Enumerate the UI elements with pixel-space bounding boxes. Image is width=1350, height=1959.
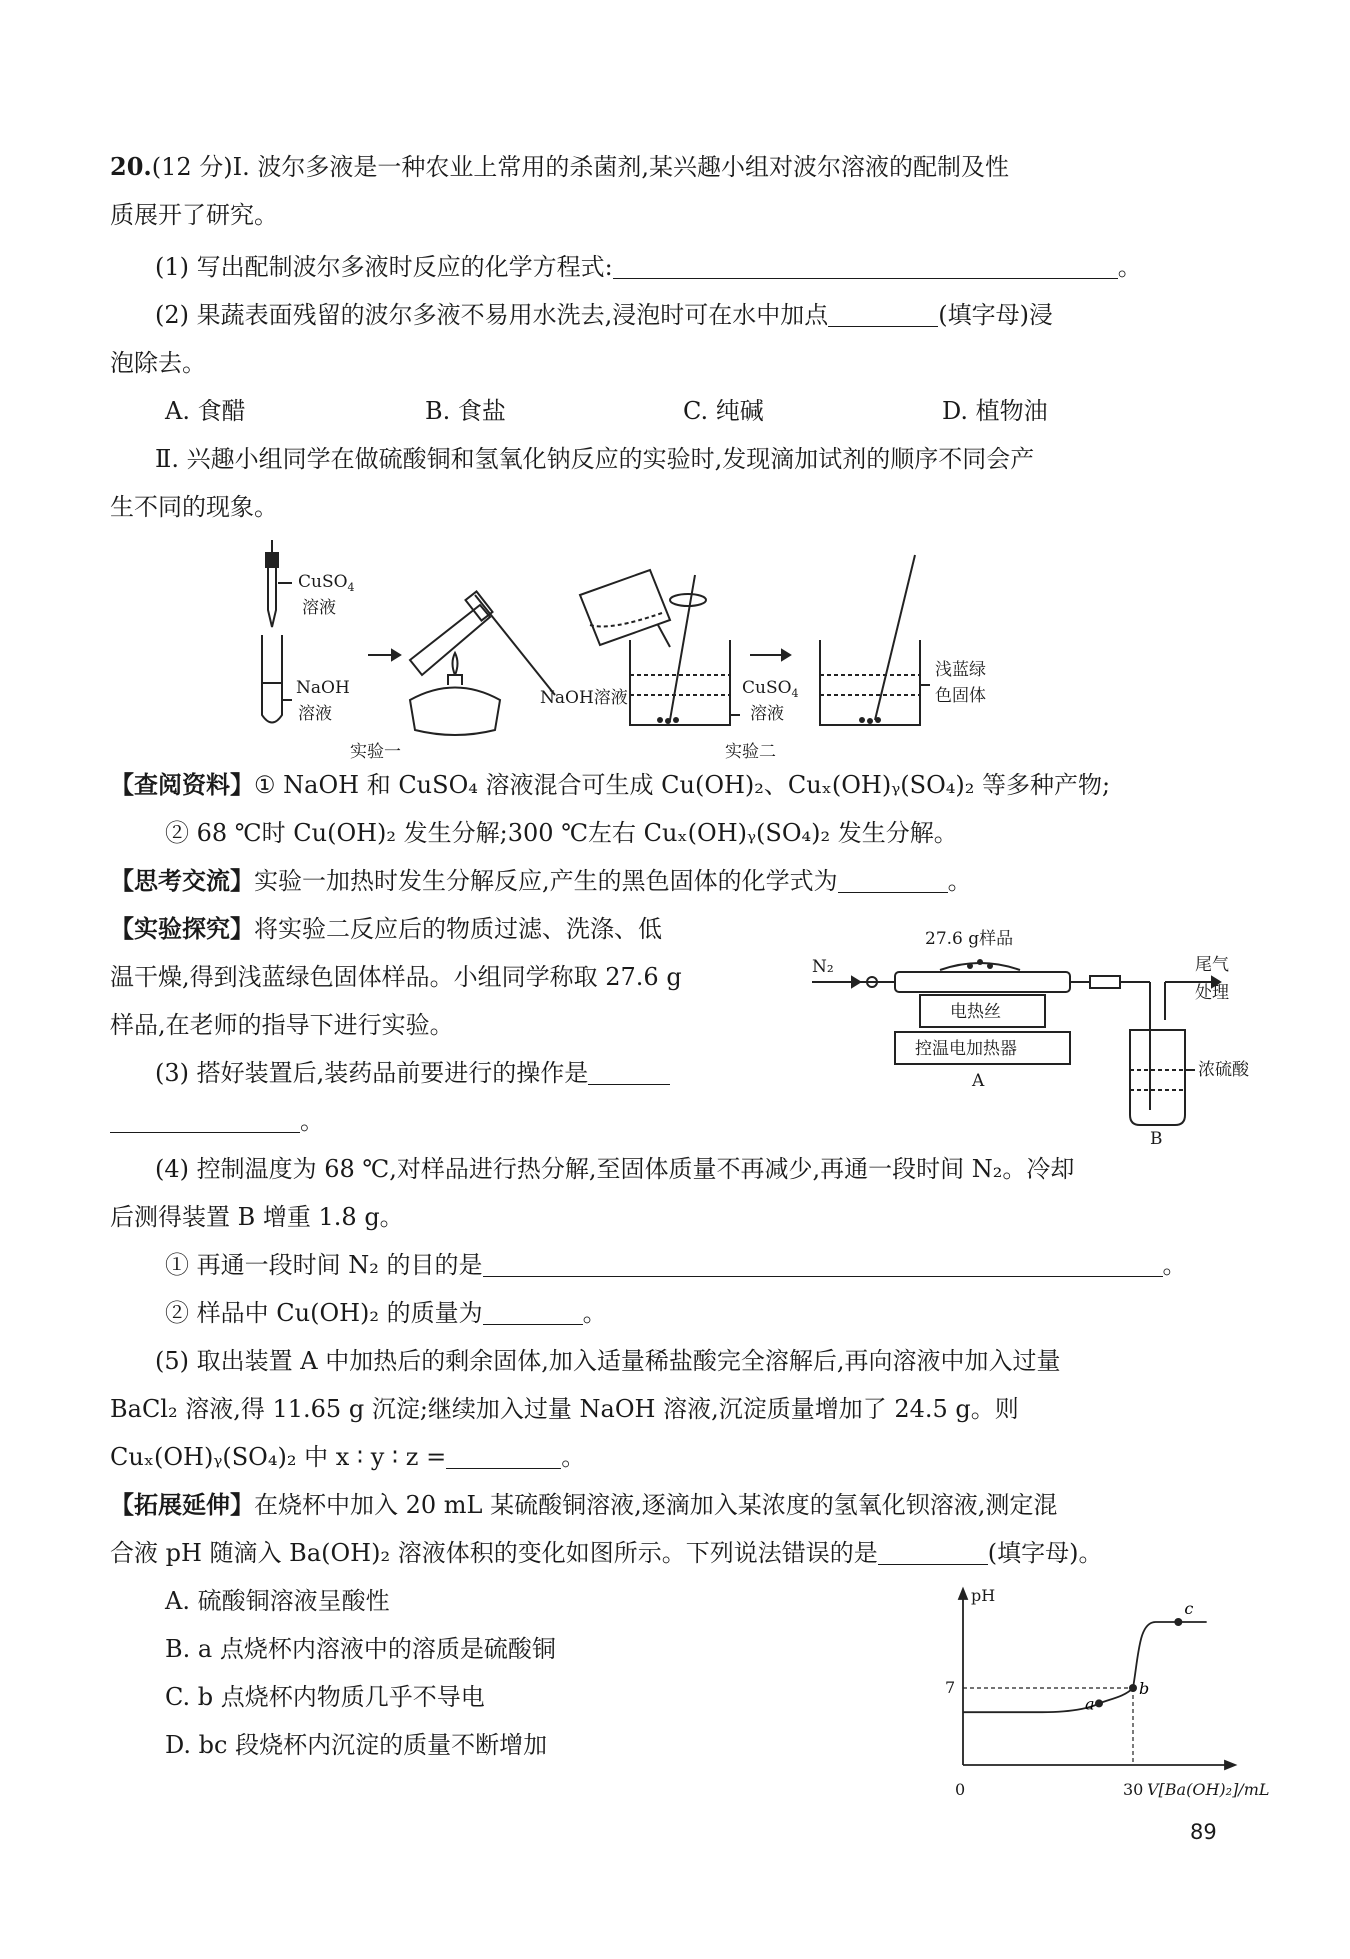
q1-line xyxy=(155,250,1285,284)
point-label-a: a xyxy=(1085,1694,1095,1714)
apparatus-exhaust-label1: 尾气 xyxy=(1195,955,1229,975)
svg-text:CuSO4 xyxy=(298,572,355,594)
exp2-cuso4-solution: 溶液 xyxy=(750,704,784,724)
part2-line1: Ⅱ. 兴趣小组同学在做硫酸铜和氢氧化钠反应的实验时,发现滴加试剂的顺序不同会产 xyxy=(155,445,1035,473)
lookup-line1 xyxy=(110,768,1240,802)
q5-text: Cuₓ(OH)ᵧ(SO₄)₂ 中 x ∶ y ∶ z = xyxy=(110,1443,447,1471)
q2-answer-blank[interactable] xyxy=(828,302,938,327)
q4-sub2-period: 。 xyxy=(582,1299,607,1327)
q3-line2 xyxy=(110,1104,370,1138)
q1-answer-blank[interactable] xyxy=(613,254,1118,279)
exp2-caption: 实验二 xyxy=(725,742,776,762)
q2-line1 xyxy=(155,298,1285,332)
exp1-caption: 实验一 xyxy=(350,742,401,762)
q1-text: (1) 写出配制波尔多液时反应的化学方程式: xyxy=(155,253,613,281)
q2-tail: (填字母)浸 xyxy=(938,301,1053,329)
option-a2: A. 硫酸铜溶液呈酸性 xyxy=(165,1587,390,1615)
point-label-c: c xyxy=(1184,1599,1194,1618)
extend-text1: 在烧杯中加入 20 mL 某硫酸铜溶液,逐滴加入某浓度的氢氧化钡溶液,测定混 xyxy=(254,1491,1058,1519)
q2-line2: 泡除去。 xyxy=(110,349,206,377)
x-tick-30: 30 xyxy=(1123,1780,1144,1799)
y-tick-7: 7 xyxy=(945,1678,956,1697)
think-tag: 【思考交流】 xyxy=(110,866,254,895)
exp1-cuso4-label: CuSO xyxy=(298,572,348,592)
apparatus-heater-label: 控温电加热器 xyxy=(915,1039,1017,1059)
explore-line1 xyxy=(110,912,790,946)
point-a xyxy=(1095,1699,1103,1707)
q20-score: (12 分) xyxy=(151,153,233,181)
q1-period: 。 xyxy=(1117,253,1142,281)
apparatus-acid-label: 浓硫酸 xyxy=(1198,1060,1249,1080)
q3-text: (3) 搭好装置后,装药品前要进行的操作是 xyxy=(155,1059,589,1087)
q5-line2: BaCl₂ 溶液,得 11.65 g 沉淀;继续加入过量 NaOH 溶液,沉淀质量增加了 24.5 g。则 xyxy=(110,1395,1019,1423)
apparatus-exhaust-label2: 处理 xyxy=(1195,983,1229,1003)
option-c1: C. 纯碱 xyxy=(683,397,764,425)
option-d1: D. 植物油 xyxy=(942,397,1048,425)
think-line xyxy=(110,864,1240,898)
extend-line2 xyxy=(110,1536,1240,1570)
point-label-b: b xyxy=(1139,1679,1150,1698)
page-number: 89 xyxy=(1190,1820,1217,1844)
exp1-cuso4-solution: 溶液 xyxy=(302,598,336,618)
point-c xyxy=(1174,1618,1182,1626)
q5-answer-blank[interactable] xyxy=(446,1444,561,1469)
x-axis-label: V[Ba(OH)₂]/mL xyxy=(1147,1780,1270,1799)
exp2-cuso4-sub: 4 xyxy=(791,687,799,700)
q3-period: 。 xyxy=(300,1107,324,1135)
exp1-naoh-label: NaOH xyxy=(296,678,350,698)
part1-intro: Ⅰ. 波尔多液是一种农业上常用的杀菌剂,某兴趣小组对波尔溶液的配制及性 xyxy=(232,153,1010,181)
explore-text1: 将实验二反应后的物质过滤、洗涤、低 xyxy=(254,915,662,943)
think-period: 。 xyxy=(947,867,972,895)
apparatus-sample-label: 27.6 g样品 xyxy=(925,929,1014,949)
exp2-naoh-label: NaOH溶液 xyxy=(540,688,628,708)
lookup-text1: ① NaOH 和 CuSO₄ 溶液混合可生成 Cu(OH)₂、Cuₓ(OH)ᵧ(SO₄)₂ 等多种产物; xyxy=(254,771,1111,799)
x-axis-arrow xyxy=(1225,1761,1235,1769)
extend-text2: 合液 pH 随滴入 Ba(OH)₂ 溶液体积的变化如图所示。下列说法错误的是 xyxy=(110,1539,878,1567)
q4-sub2-text: ② 样品中 Cu(OH)₂ 的质量为 xyxy=(165,1299,483,1327)
extend-answer-blank[interactable] xyxy=(878,1540,988,1565)
q3-answer-blank-2[interactable] xyxy=(110,1108,300,1133)
y-axis-arrow xyxy=(959,1589,967,1599)
exp1-cuso4-sub: 4 xyxy=(347,581,355,594)
option-a1: A. 食醋 xyxy=(165,397,246,425)
apparatus-figure xyxy=(800,920,1250,1149)
apparatus-wire-label: 电热丝 xyxy=(950,1002,1001,1022)
ph-chart xyxy=(935,1585,1270,1800)
think-text: 实验一加热时发生分解反应,产生的黑色固体的化学式为 xyxy=(254,867,838,895)
point-b xyxy=(1129,1684,1137,1692)
q5-line3 xyxy=(110,1440,1240,1474)
extend-tail: (填字母)。 xyxy=(987,1539,1103,1567)
apparatus-n2-label: N₂ xyxy=(812,957,834,977)
q4-sub1-period: 。 xyxy=(1162,1251,1187,1279)
option-b2: B. a 点烧杯内溶液中的溶质是硫酸铜 xyxy=(165,1635,556,1663)
part2-line2: 生不同的现象。 xyxy=(110,493,278,521)
q4-line2: 后测得装置 B 增重 1.8 g。 xyxy=(110,1203,404,1231)
q3-answer-blank-1[interactable] xyxy=(588,1060,670,1085)
q4-sub1-line xyxy=(165,1248,1295,1282)
option-c2: C. b 点烧杯内物质几乎不导电 xyxy=(165,1683,485,1711)
q2-text: (2) 果蔬表面残留的波尔多液不易用水洗去,浸泡时可在水中加点 xyxy=(155,301,829,329)
q3-line xyxy=(155,1056,775,1090)
q4-sub1-text: ① 再通一段时间 N₂ 的目的是 xyxy=(165,1251,483,1279)
extend-line1 xyxy=(110,1488,1240,1522)
q4-sub1-answer-blank[interactable] xyxy=(483,1252,1163,1277)
q20-part1-line2: 质展开了研究。 xyxy=(110,201,278,229)
apparatus-b-label: B xyxy=(1150,1129,1163,1149)
exp1-naoh-solution: 溶液 xyxy=(298,704,332,724)
explore-tag: 【实验探究】 xyxy=(110,914,254,943)
exp2-solid-label1: 浅蓝绿 xyxy=(935,660,986,680)
svg-text:CuSO4 xyxy=(742,678,799,700)
exp2-cuso4-label: CuSO xyxy=(742,678,792,698)
q5-period: 。 xyxy=(561,1443,586,1471)
apparatus-a-label: A xyxy=(972,1071,985,1091)
q4-sub2-answer-blank[interactable] xyxy=(483,1300,583,1325)
option-b1: B. 食盐 xyxy=(425,397,506,425)
explore-line3: 样品,在老师的指导下进行实验。 xyxy=(110,1011,454,1039)
q4-sub2-line xyxy=(165,1296,1295,1330)
x-origin-label: 0 xyxy=(955,1780,966,1799)
lookup-line2: ② 68 ℃时 Cu(OH)₂ 发生分解;300 ℃左右 Cuₓ(OH)ᵧ(SO₄)₂ 发生分解。 xyxy=(165,819,958,847)
exp2-solid-label2: 色固体 xyxy=(935,686,986,706)
q20-part1-line1 xyxy=(110,150,1240,184)
q20-number: 20. xyxy=(110,152,152,181)
extend-tag: 【拓展延伸】 xyxy=(110,1490,254,1519)
option-d2: D. bc 段烧杯内沉淀的质量不断增加 xyxy=(165,1731,548,1759)
q4-line1: (4) 控制温度为 68 ℃,对样品进行热分解,至固体质量不再减少,再通一段时间 N₂。冷却 xyxy=(155,1155,1075,1183)
q5-line1: (5) 取出装置 A 中加热后的剩余固体,加入适量稀盐酸完全溶解后,再向溶液中加入过量 xyxy=(155,1347,1061,1375)
experiments-figure xyxy=(250,535,1100,765)
think-answer-blank[interactable] xyxy=(838,868,948,893)
y-axis-label: pH xyxy=(971,1586,996,1605)
explore-line2: 温干燥,得到浅蓝绿色固体样品。小组同学称取 27.6 g xyxy=(110,963,682,991)
lookup-tag: 【查阅资料】 xyxy=(110,770,254,799)
